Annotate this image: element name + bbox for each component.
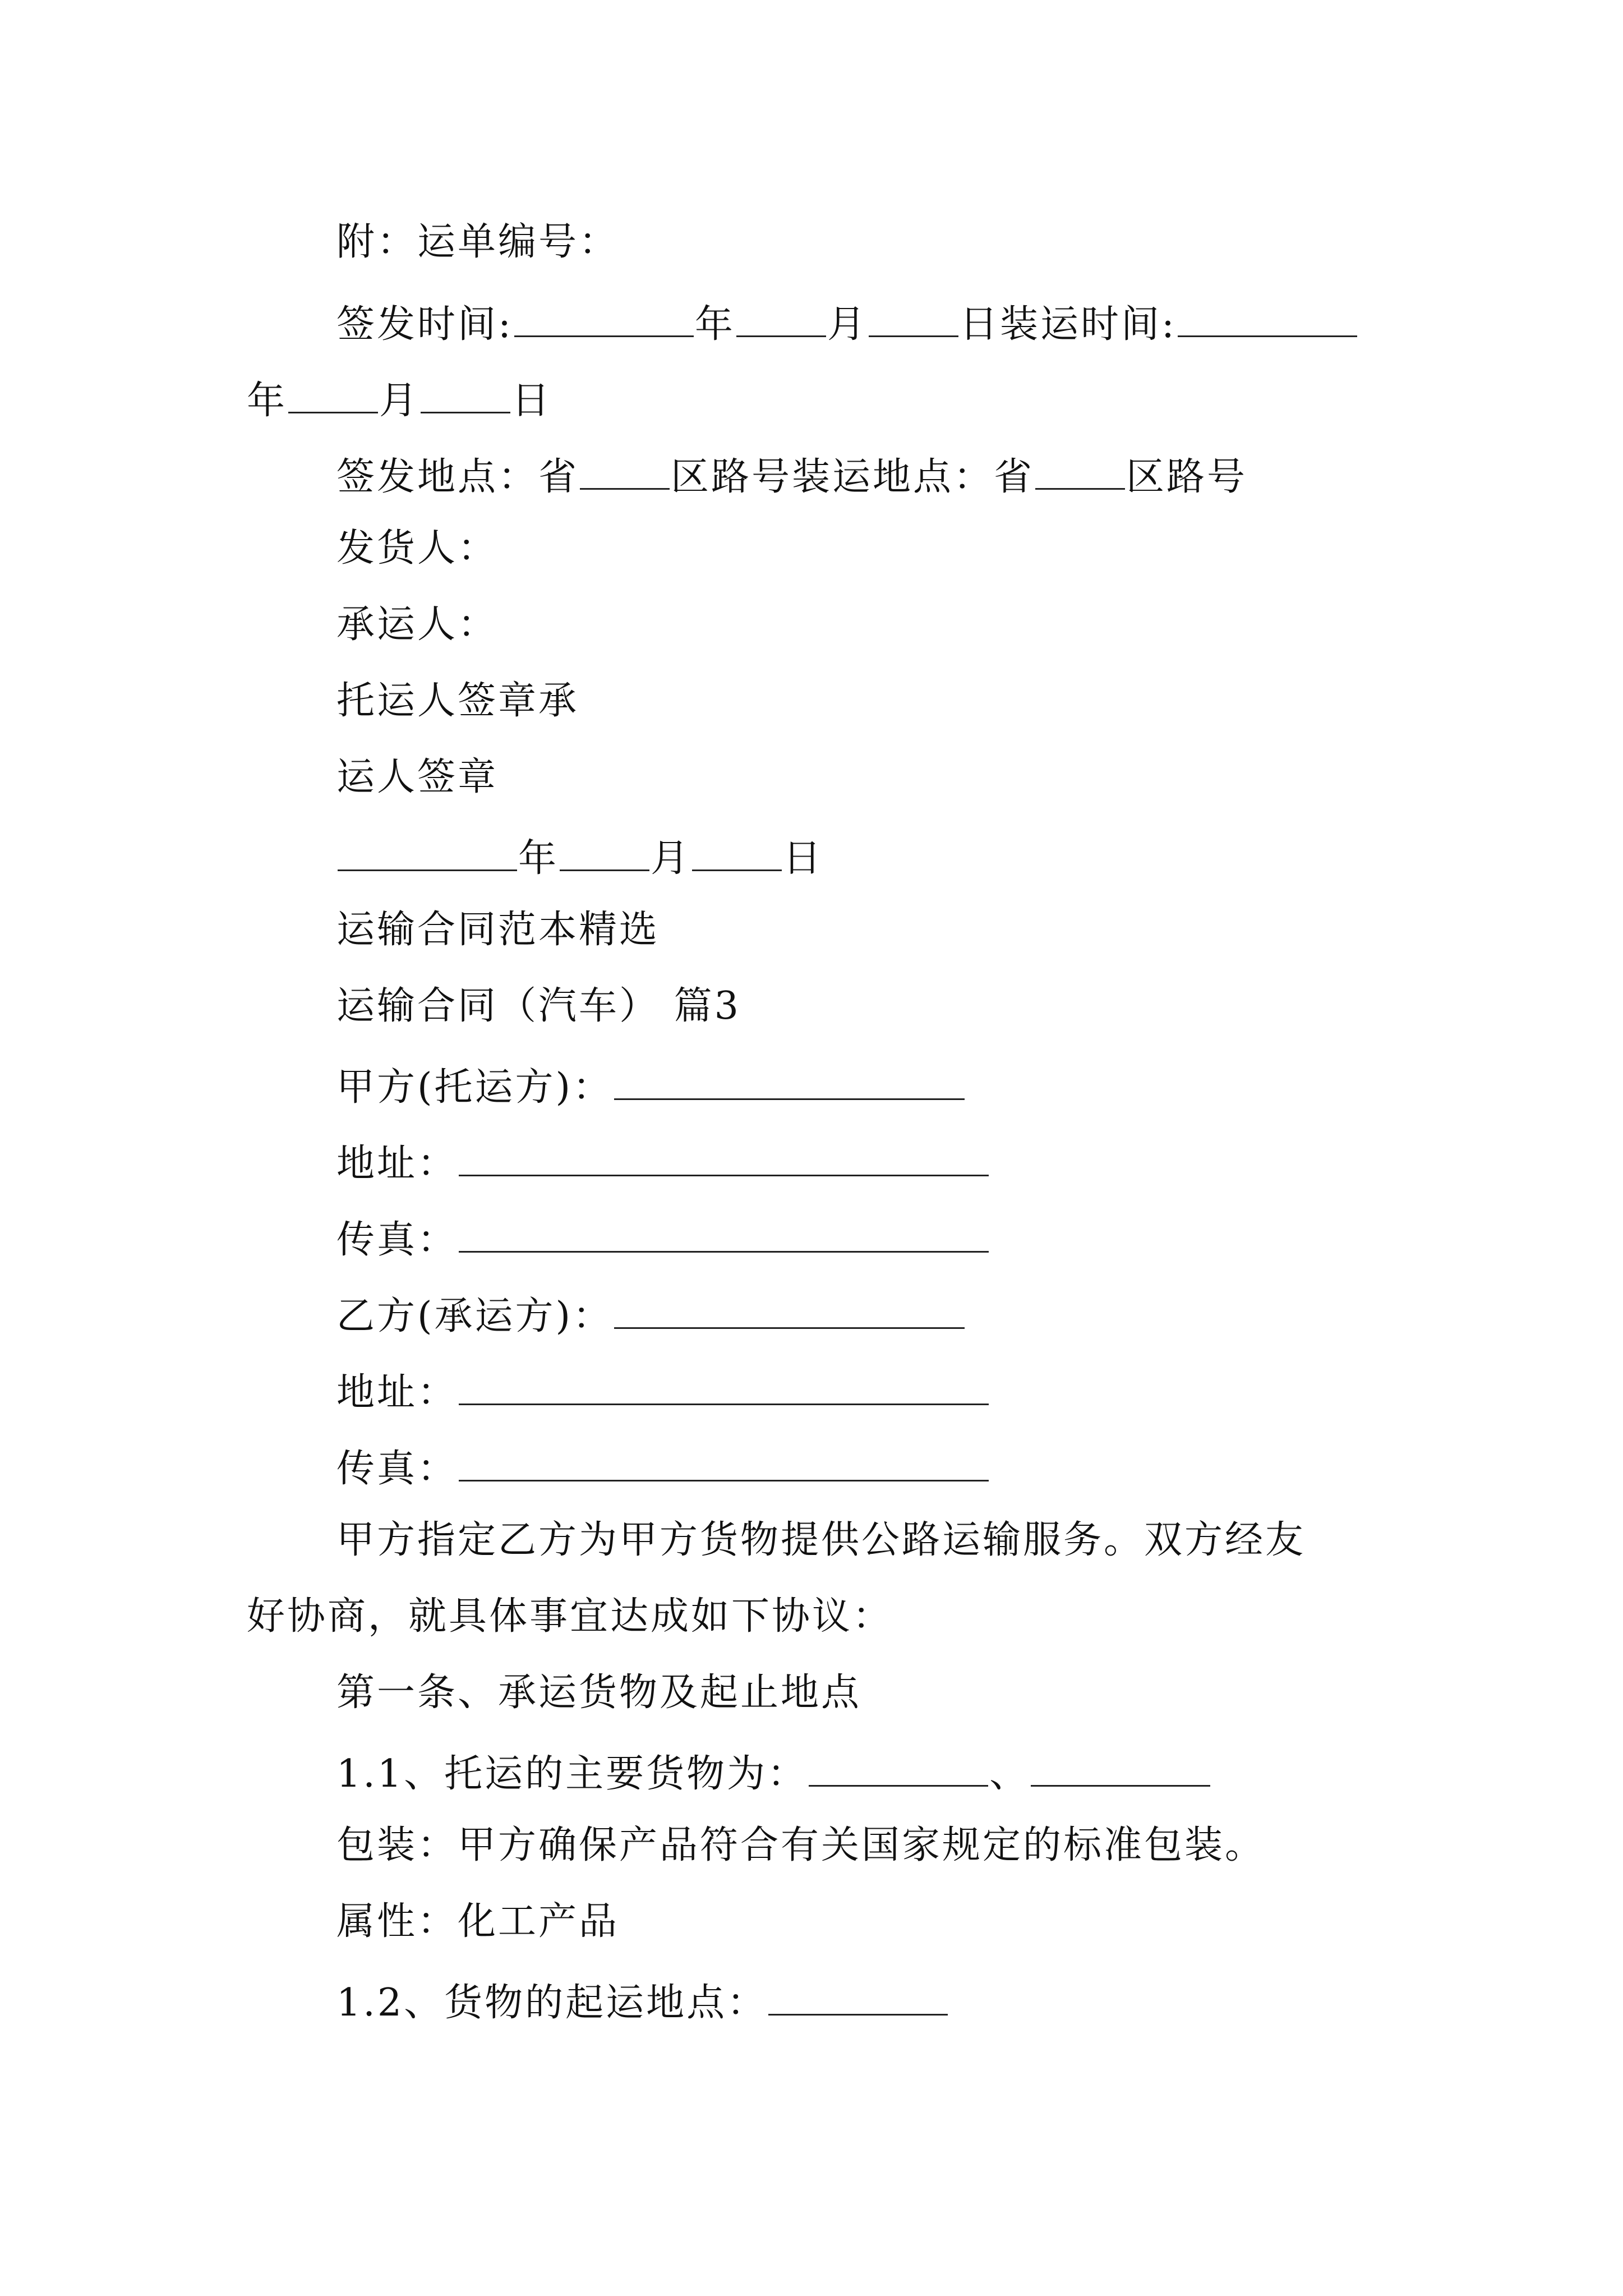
month-label: 月 — [651, 836, 691, 881]
month-label: 月 — [827, 302, 868, 347]
goods-blank-1[interactable] — [809, 1741, 988, 1787]
origin-blank[interactable] — [768, 1970, 948, 2016]
day-label: 日 — [783, 836, 824, 881]
fax-a-line — [336, 1207, 990, 1263]
carrier-sign-label: 运人签章 — [336, 755, 499, 799]
year-label: 年 — [247, 379, 288, 423]
fax-b-line — [336, 1436, 990, 1492]
issue-year-blank[interactable] — [514, 292, 694, 337]
fax-a-blank[interactable] — [459, 1207, 989, 1253]
load-month-blank[interactable] — [288, 368, 378, 413]
issue-time-line — [336, 292, 1358, 348]
year-label: 年 — [694, 302, 735, 347]
month-label: 月 — [379, 379, 420, 423]
day-label: 日 — [511, 379, 552, 423]
carrier-label: 承运人： — [336, 602, 499, 647]
address-b-line — [336, 1360, 990, 1416]
load-place-label: 区路号装运地点：省 — [671, 455, 1035, 499]
fax-b-label: 传真： — [336, 1447, 458, 1491]
issue-time-label: 签发时间: — [336, 302, 513, 347]
intro-text-2: 好协商，就具体事宜达成如下协议： — [247, 1594, 893, 1639]
address-a-label: 地址： — [336, 1142, 458, 1186]
consignor-sign-label: 托运人签章承 — [336, 679, 579, 723]
issue-place-label: 签发地点：省 — [336, 455, 579, 499]
road-number-label: 区路号 — [1126, 455, 1248, 499]
article-title-text: 运输合同（汽车） 篇3 — [336, 984, 741, 1028]
goods-blank-2[interactable] — [1031, 1741, 1210, 1787]
packaging-text: 包装：甲方确保产品符合有关国家规定的标准包装。 — [336, 1823, 1266, 1867]
address-b-blank[interactable] — [459, 1360, 989, 1405]
address-a-line — [336, 1131, 990, 1187]
load-time-label: 日装运时间: — [959, 302, 1177, 347]
fax-a-label: 传真： — [336, 1218, 458, 1262]
selection-title-text: 运输合同范本精选 — [336, 908, 660, 952]
packaging-line — [336, 1818, 1265, 1874]
party-b-blank[interactable] — [614, 1283, 965, 1329]
party-b-label: 乙方(承运方)： — [336, 1294, 614, 1338]
issue-place-line — [336, 444, 1247, 500]
intro-text-1: 甲方指定乙方为甲方货物提供公路运输服务。双方经友 — [336, 1518, 1306, 1562]
article-1-heading — [336, 1665, 861, 1721]
shipper-line — [336, 521, 498, 577]
issue-month-blank[interactable] — [736, 292, 826, 337]
carrier-sign-line — [336, 749, 498, 806]
attribute-text: 属性：化工产品 — [336, 1899, 620, 1944]
carrier-line — [336, 597, 498, 653]
item-1-2-line — [336, 1970, 949, 2026]
consignor-sign-line — [336, 673, 579, 729]
load-date-line — [247, 368, 552, 424]
sign-date-line — [336, 826, 823, 882]
party-b-line — [336, 1283, 966, 1340]
item-1-1-label: 1.1、托运的主要货物为： — [336, 1752, 808, 1796]
item-1-1-line — [336, 1741, 1211, 1797]
article-title — [336, 978, 741, 1034]
attribute-line — [336, 1894, 619, 1950]
waybill-number-line — [336, 214, 619, 270]
intro-paragraph-line-2 — [247, 1589, 893, 1645]
sign-day-blank[interactable] — [692, 826, 782, 871]
waybill-number-label: 附：运单编号： — [336, 220, 620, 264]
shipper-label: 发货人： — [336, 526, 499, 570]
load-year-blank[interactable] — [1178, 292, 1357, 337]
party-a-blank[interactable] — [614, 1055, 965, 1100]
fax-b-blank[interactable] — [459, 1436, 989, 1481]
load-province-blank[interactable] — [1035, 444, 1125, 490]
article-1-text: 第一条、承运货物及起止地点 — [336, 1671, 862, 1715]
sign-month-blank[interactable] — [560, 826, 649, 871]
party-a-label: 甲方(托运方)： — [336, 1065, 614, 1110]
sign-year-blank[interactable] — [338, 826, 517, 871]
item-1-2-label: 1.2、货物的起运地点： — [336, 1981, 768, 2025]
intro-paragraph-line-1 — [336, 1512, 1306, 1568]
issue-day-blank[interactable] — [869, 292, 958, 337]
address-b-label: 地址： — [336, 1370, 458, 1415]
separator: 、 — [989, 1752, 1030, 1796]
party-a-line — [336, 1055, 966, 1111]
selection-title — [336, 902, 660, 958]
load-day-blank[interactable] — [421, 368, 510, 413]
issue-province-blank[interactable] — [580, 444, 670, 490]
address-a-blank[interactable] — [459, 1131, 989, 1176]
year-label: 年 — [518, 836, 559, 881]
